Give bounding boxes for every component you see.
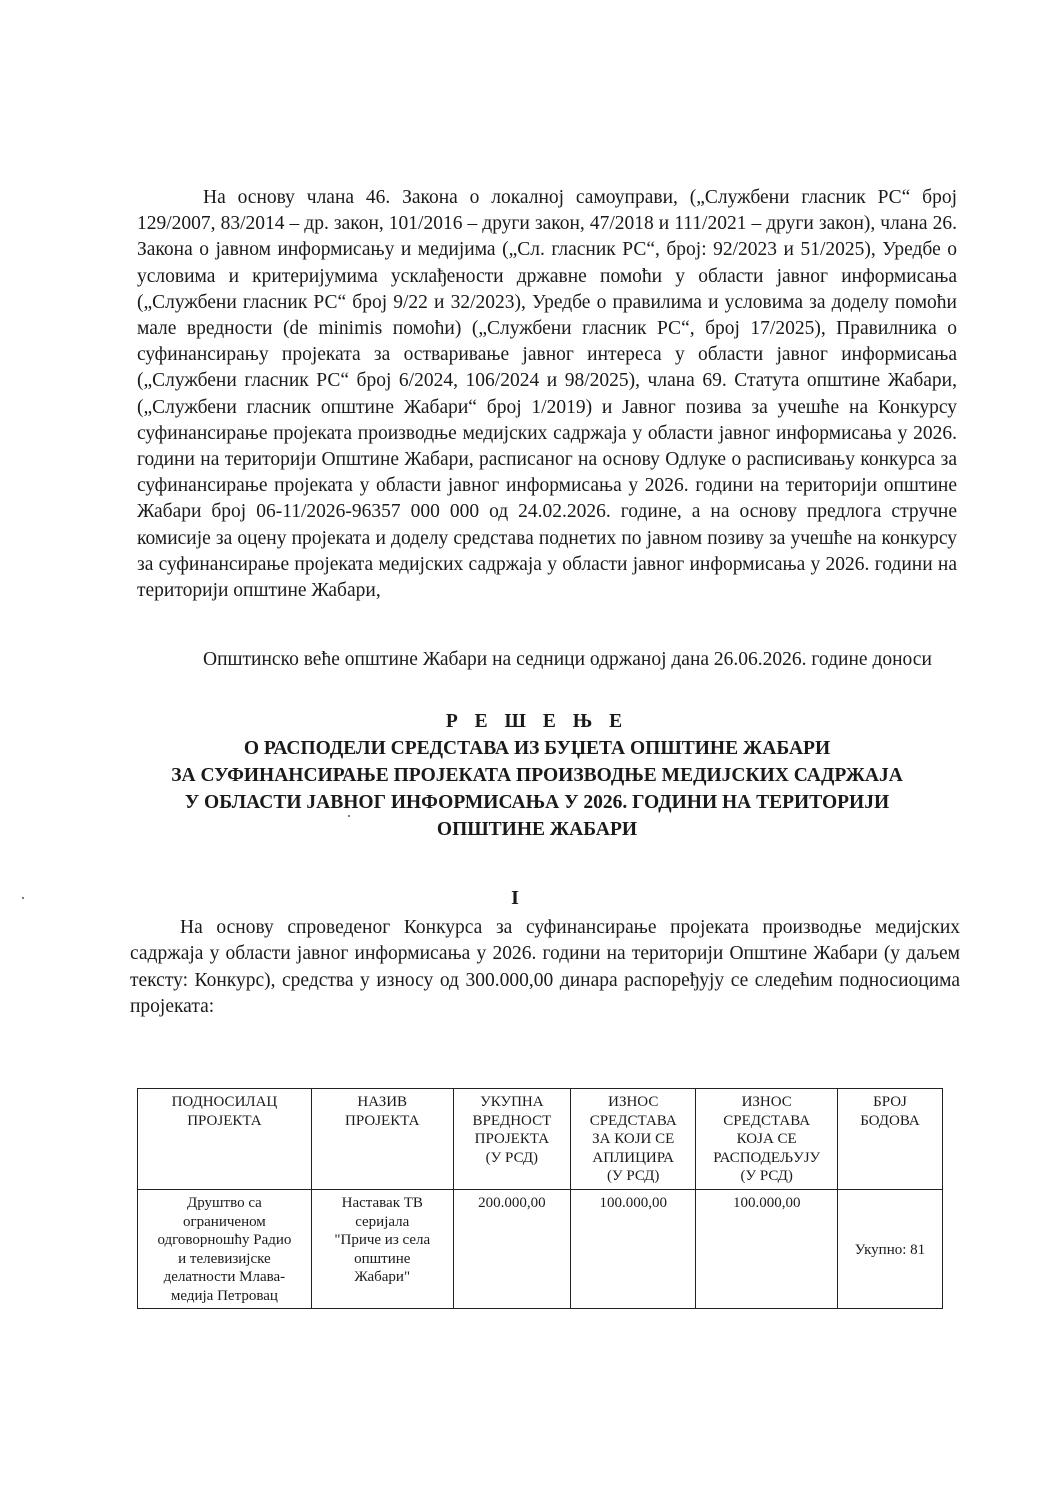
decision-heading	[137, 708, 937, 843]
council-statement: Општинско веће општине Жабари на седници одржаној дана 26.06.2026. године доноси	[203, 649, 932, 670]
table-header-row	[138, 1089, 943, 1190]
cell-total-value: 200.000,00	[453, 1190, 570, 1309]
cell-amount-allocated: 100.000,00	[696, 1190, 838, 1309]
decision-title-line: ОПШТИНЕ ЖАБАРИ	[436, 819, 638, 840]
scan-speck	[348, 815, 350, 817]
decision-title-line: ЗА СУФИНАНСИРАЊЕ ПРОЈЕКАТА ПРОИЗВОДЊЕ МЕДИЈСКИХ САДРЖАЈА	[171, 765, 903, 786]
decision-title-line: У ОБЛАСТИ ЈАВНОГ ИНФОРМИСАЊА У 2026. ГОДИНИ НА ТЕРИТОРИЈИ	[184, 792, 890, 813]
header-amount-allocated: ИЗНОС СРЕДСТАВА КОЈА СЕ РАСПОДЕЉУЈУ (У РСД)	[696, 1089, 838, 1190]
scan-speck	[22, 897, 24, 899]
cell-project-name: Наставак ТВ серијала "Приче из села општине Жабари"	[311, 1190, 453, 1309]
header-points: БРОЈ БОДОВА	[837, 1089, 942, 1190]
header-project-name: НАЗИВ ПРОЈЕКТА	[311, 1089, 453, 1190]
cell-amount-requested: 100.000,00	[571, 1190, 696, 1309]
section-numeral: I	[511, 887, 519, 909]
header-total-value: УКУПНА ВРЕДНОСТ ПРОЈЕКТА (У РСД)	[453, 1089, 570, 1190]
decision-word: Р Е Ш Е Њ Е	[445, 711, 629, 732]
header-amount-requested: ИЗНОС СРЕДСТАВА ЗА КОЈИ СЕ АПЛИЦИРА (У РСД)	[571, 1089, 696, 1190]
header-applicant: ПОДНОСИЛАЦ ПРОЈЕКТА	[138, 1089, 312, 1190]
table-row	[138, 1190, 943, 1309]
decision-title-line: О РАСПОДЕЛИ СРЕДСТАВА ИЗ БУЏЕТА ОПШТИНЕ ЖАБАРИ	[243, 738, 831, 759]
section-body: На основу спроведеног Конкурса за суфинансирање пројеката производње медијских садржаја у области јавног информисања у 2026. години на територији Општине Жабари (у даљем тексту: Конкурс), средства у износу од 300.000,00 динара распоређују се следећим подносиоцима пројеката:	[130, 917, 960, 1018]
allocation-table	[137, 1088, 943, 1309]
preamble-paragraph: На основу члана 46. Закона о локалној самоуправи, („Службени гласник РС“ број 129/2007, 83/2014 – др. закон, 101/2016 – други закон, 47/2018 и 111/2021 – други закон), члана 26. Закона о јавном информисању и медијима („Сл. гласник РС“, број: 92/2023 и 51/2025), Уредбе о условима и критеријумима усклађености државне помоћи у области јавног информисања („Службени гласник РС“ број 9/22 и 32/2023), Уредбе о правилима и условима за доделу помоћи мале вредности (de minimis помоћи) („Службени гласник РС“, број 17/2025), Правилника о суфинансирању пројеката за остваривање јавног интереса у области јавног информисања („Службени гласник РС“ број 6/2024, 106/2024 и 98/2025), члана 69. Статута општине Жабари, („Службени гласник општине Жабари“ број 1/2019) и Јавног позива за учешће на Конкурсу суфинансирање пројеката производње медијских садржаја у области јавног информисања у 2026. години на територији Општине Жабари, расписаног на основу Одлуке о расписивању конкурса за суфинансирање пројеката у области јавног информисања у 2026. години на територији општине Жабари број 06-11/2026-96357 000 000 од 24.02.2026. године, а на основу предлога стручне комисије за оцену пројеката и доделу средстава поднетих по јавном позиву за учешће на конкурсу за суфинансирање пројеката медијских садржаја у области јавног информисања у 2026. години на територији општине Жабари,	[137, 187, 957, 602]
cell-applicant: Друштво са ограниченом одговорношћу Радио и телевизијске делатности Млава- медија Петровац	[138, 1190, 312, 1309]
cell-points: Укупно: 81	[837, 1190, 942, 1309]
